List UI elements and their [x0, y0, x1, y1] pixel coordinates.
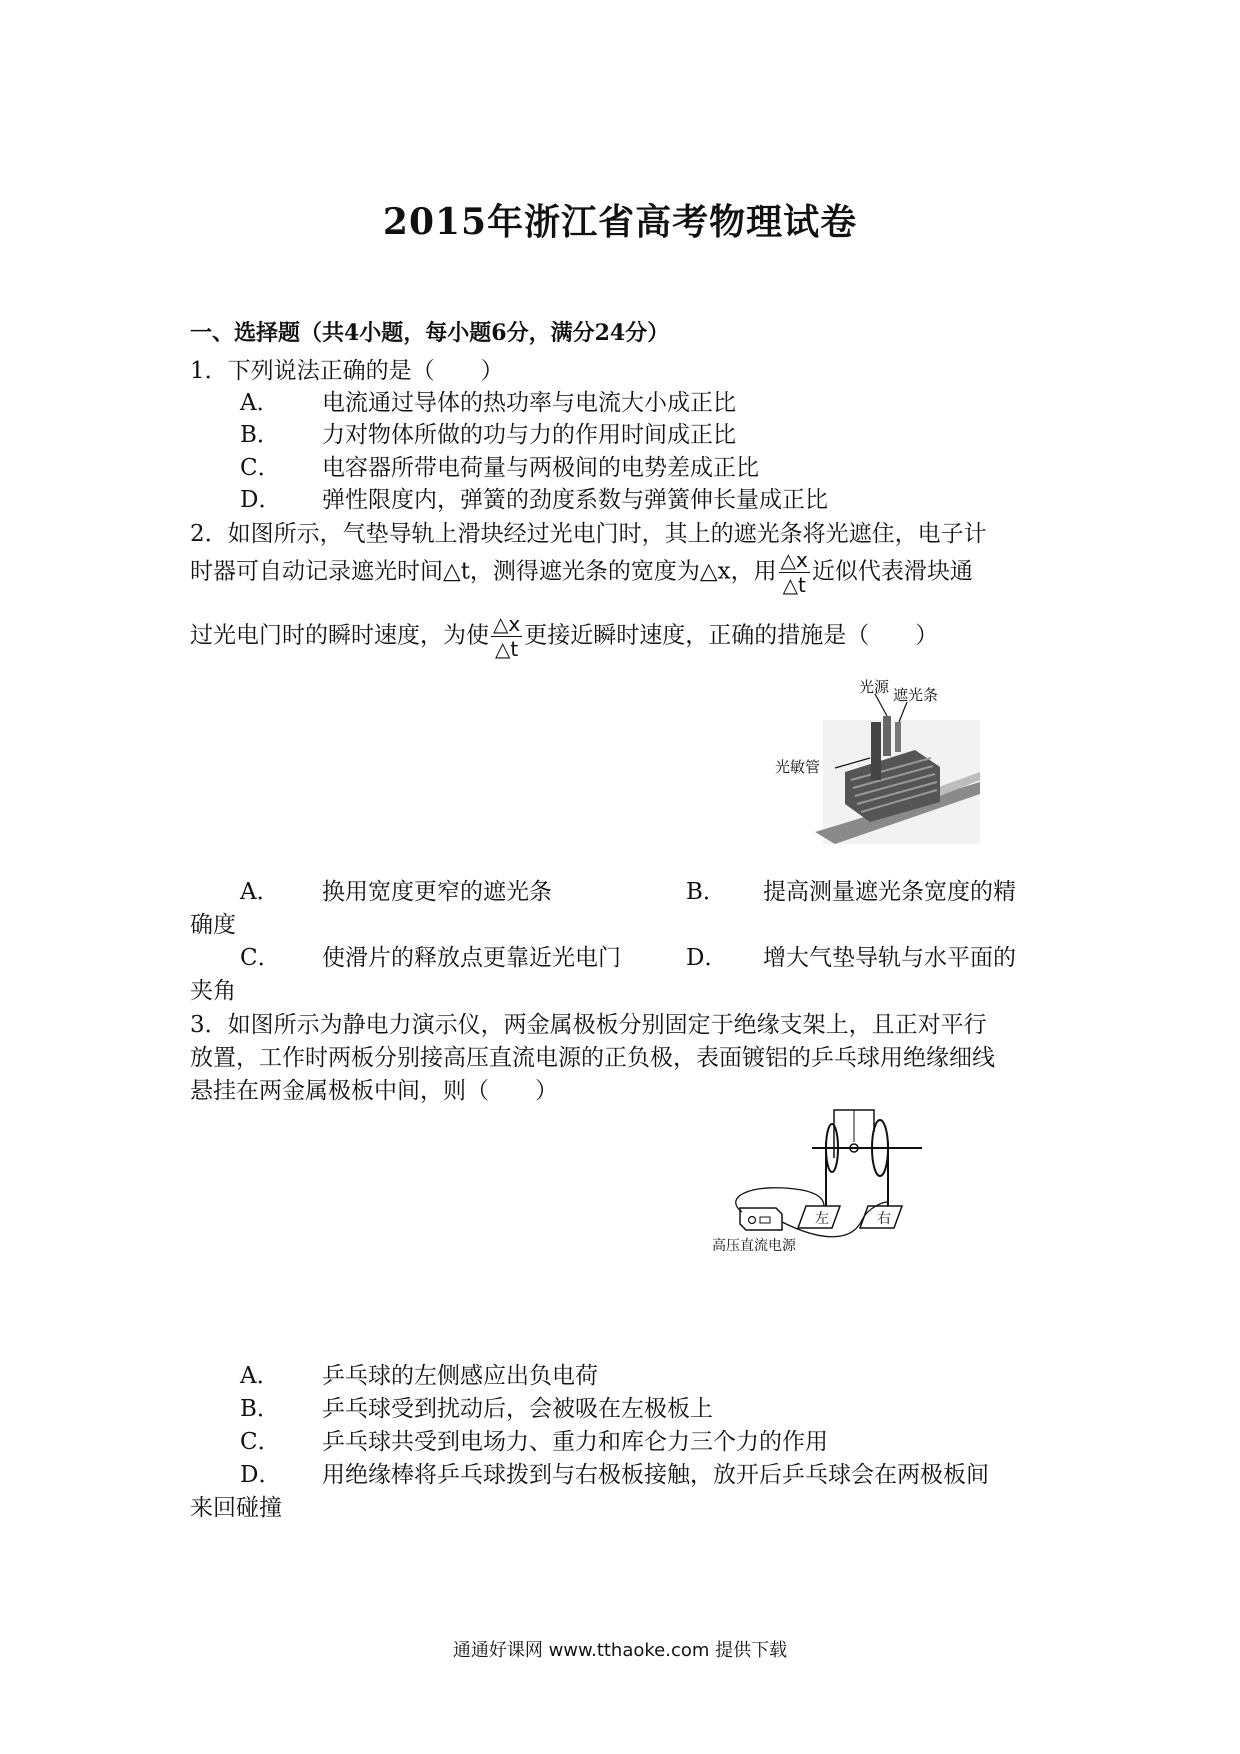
q1-option-c-text: 电容器所带电荷量与两极间的电势差成正比 [322, 455, 759, 481]
q2-option-c-letter: C． [240, 945, 281, 971]
q2-option-d-continuation: 夹角 [190, 978, 236, 1004]
hv-dc-power-supply [740, 1208, 782, 1230]
delta-x-over-delta-t-fraction [779, 548, 810, 597]
q3-option-b-text: 乒乓球受到扰动后，会被吸在左极板上 [322, 1396, 713, 1422]
q3-line-1: 3．如图所示为静电力演示仪，两金属极板分别固定于绝缘支架上，且正对平行 [190, 1012, 987, 1038]
q3-option-d-letter: D． [240, 1462, 282, 1488]
q3-option-c-text: 乒乓球共受到电场力、重力和库仑力三个力的作用 [322, 1429, 828, 1455]
fraction-denominator: △t [494, 637, 519, 661]
q1-option-d-letter: D． [240, 487, 282, 513]
q1-stem: 1．下列说法正确的是（ ） [190, 358, 504, 384]
fraction-numerator: △x [493, 612, 521, 636]
q1-option-c-letter: C． [240, 455, 281, 481]
delta-x-over-delta-t-fraction [491, 612, 522, 661]
q2-line-2-text-b: 近似代表滑块通 [811, 558, 973, 585]
q2-option-b-letter: B． [686, 879, 726, 905]
q3-option-c-letter: C． [240, 1429, 281, 1455]
photogate-post [871, 722, 881, 780]
q2-line-3 [190, 612, 938, 661]
page-title: 2015年浙江省高考物理试卷 [382, 201, 858, 243]
q3-option-a-letter: A． [240, 1363, 280, 1389]
label-left: 左 [815, 1211, 829, 1227]
electrostatic-demonstrator-figure [712, 1102, 942, 1254]
q2-line-3-text-a: 过光电门时的瞬时速度，为使 [190, 622, 489, 649]
q1-option-b-text: 力对物体所做的功与力的作用时间成正比 [322, 422, 736, 448]
label-light-source: 光源 [859, 678, 890, 696]
shade-strip [895, 722, 901, 752]
q2-line-1: 2．如图所示，气垫导轨上滑块经过光电门时，其上的遮光条将光遮住，电子计 [190, 521, 987, 547]
q3-option-a-text: 乒乓球的左侧感应出负电荷 [322, 1363, 598, 1389]
q2-option-d-letter: D． [686, 945, 728, 971]
q2-line-3-text-b: 更接近瞬时速度，正确的措施是（ ） [524, 622, 939, 649]
q3-option-d-text: 用绝缘棒将乒乓球拨到与右极板接触，放开后乒乓球会在两极板间 [322, 1462, 989, 1488]
q2-option-c-text: 使滑片的释放点更靠近光电门 [322, 945, 621, 971]
q1-option-b-letter: B． [240, 422, 280, 448]
q3-option-b-letter: B． [240, 1396, 280, 1422]
footer-download-credit: 通通好课网 www.tthaoke.com 提供下载 [452, 1640, 788, 1661]
label-hv-dc-power: 高压直流电源 [712, 1238, 796, 1254]
label-right: 右 [877, 1211, 891, 1227]
fraction-denominator: △t [782, 573, 806, 597]
q2-option-a-text: 换用宽度更窄的遮光条 [322, 879, 552, 905]
label-photo-tube: 光敏管 [775, 758, 821, 776]
q2-option-b-text: 提高测量遮光条宽度的精 [763, 879, 1016, 905]
q1-option-a-text: 电流通过导体的热功率与电流大小成正比 [322, 390, 736, 416]
q1-option-d-text: 弹性限度内，弹簧的劲度系数与弹簧伸长量成正比 [322, 487, 828, 513]
q2-option-d-text: 增大气垫导轨与水平面的 [763, 945, 1016, 971]
q2-line-2 [190, 548, 973, 597]
q1-option-a-letter: A． [240, 390, 280, 416]
q2-option-a-letter: A． [240, 879, 280, 905]
label-shade-strip: 遮光条 [893, 686, 939, 704]
fraction-numerator: △x [780, 548, 808, 572]
q3-line-2: 放置，工作时两板分别接高压直流电源的正负极，表面镀铝的乒乓球用绝缘细线 [190, 1045, 995, 1071]
section-heading: 一、选择题（共4小题，每小题6分，满分24分） [190, 320, 670, 346]
q3-line-3: 悬挂在两金属极板中间，则（ ） [190, 1078, 558, 1104]
q3-option-d-continuation: 来回碰撞 [190, 1495, 282, 1521]
q2-option-b-continuation: 确度 [190, 912, 236, 938]
q2-line-2-text-a: 时器可自动记录遮光时间△t，测得遮光条的宽度为△x，用 [190, 558, 777, 585]
air-track-photogate-figure [775, 672, 980, 844]
